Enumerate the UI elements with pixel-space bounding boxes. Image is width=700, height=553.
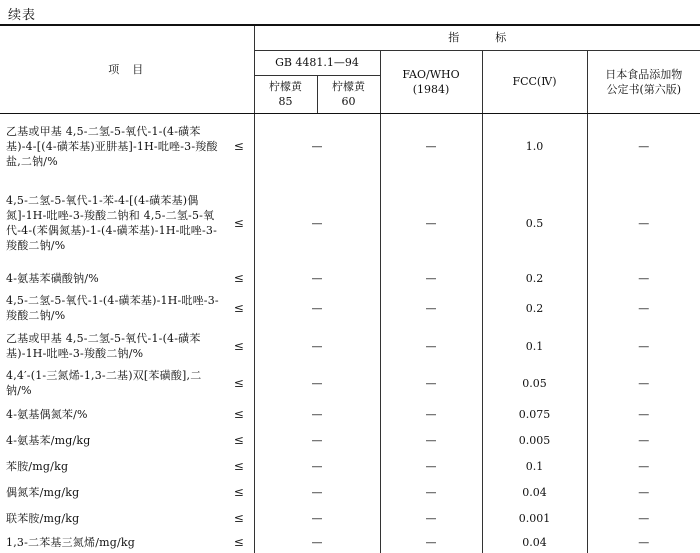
row-fcc-value: 1.0 <box>482 113 587 179</box>
row-fcc-value: 0.1 <box>482 453 587 479</box>
row-gb-85-value: — <box>254 267 380 289</box>
row-item-label: 4-氨基偶氮苯/% <box>6 407 88 421</box>
row-fcc-value: 0.04 <box>482 479 587 505</box>
row-fao-value: — <box>380 327 482 365</box>
row-item-label: 4,4′-(1-三氮烯-1,3-二基)双[苯磺酸],二钠/% <box>6 369 202 397</box>
row-jp-value: — <box>587 289 700 327</box>
row-gb-85-value: — <box>254 479 380 505</box>
row-gb-85-value: — <box>254 327 380 365</box>
spec-body <box>0 113 700 553</box>
row-operator: ≤ <box>233 339 244 353</box>
row-operator: ≤ <box>233 485 244 499</box>
row-fao-value: — <box>380 427 482 453</box>
row-jp-value: — <box>587 267 700 289</box>
header-row-1 <box>0 25 700 50</box>
row-item-label: 1,3-二苯基三氮烯/mg/kg <box>6 535 136 549</box>
row-operator: ≤ <box>233 139 244 154</box>
gb-header: GB 4481.1—94 <box>254 50 380 75</box>
row-gb-85-value: — <box>254 427 380 453</box>
table-row <box>0 113 700 179</box>
row-fcc-value: 0.04 <box>482 531 587 553</box>
row-item-label: 苯胺/mg/kg <box>6 459 69 473</box>
spec-table <box>0 24 700 553</box>
row-gb-85-value: — <box>254 401 380 427</box>
row-jp-value: — <box>587 505 700 531</box>
row-fao-value: — <box>380 401 482 427</box>
row-fcc-value: 0.05 <box>482 365 587 401</box>
row-item-label: 乙基或甲基 4,5-二氢-5-氧代-1-(4-磺苯基)-1H-吡唑-3-羧酸二钠/% <box>6 332 201 360</box>
row-gb-85-value: — <box>254 453 380 479</box>
row-jp-value: — <box>587 427 700 453</box>
row-operator: ≤ <box>233 376 244 390</box>
row-fcc-value: 0.2 <box>482 267 587 289</box>
item-header: 项 目 <box>0 25 254 113</box>
row-gb-85-value: — <box>254 179 380 267</box>
table-row <box>0 531 700 553</box>
row-operator: ≤ <box>233 511 244 525</box>
row-jp-value: — <box>587 365 700 401</box>
row-operator: ≤ <box>233 216 244 230</box>
row-fao-value: — <box>380 365 482 401</box>
row-operator: ≤ <box>233 301 244 315</box>
jp-header: 日本食品添加物 公定书(第六版) <box>587 50 700 113</box>
row-jp-value: — <box>587 453 700 479</box>
table-row <box>0 453 700 479</box>
table-row <box>0 479 700 505</box>
row-item-label: 4-氨基苯/mg/kg <box>6 433 91 447</box>
table-row <box>0 267 700 289</box>
row-operator: ≤ <box>233 407 244 421</box>
fcc-header: FCC(Ⅳ) <box>482 50 587 113</box>
table-row <box>0 427 700 453</box>
table-row <box>0 327 700 365</box>
row-gb-85-value: — <box>254 289 380 327</box>
row-gb-85-value: — <box>254 365 380 401</box>
row-item-label: 4-氨基苯磺酸钠/% <box>6 271 99 285</box>
row-fcc-value: 0.005 <box>482 427 587 453</box>
gb-sub-85-header: 柠檬黄 85 <box>254 75 317 113</box>
gb-sub-60-header: 柠檬黄 60 <box>317 75 380 113</box>
table-row <box>0 401 700 427</box>
row-jp-value: — <box>587 179 700 267</box>
row-item-label: 4,5-二氢-5-氧代-1-(4-磺苯基)-1H-吡唑-3-羧酸二钠/% <box>6 294 219 322</box>
row-fcc-value: 0.5 <box>482 179 587 267</box>
row-jp-value: — <box>587 327 700 365</box>
table-row <box>0 179 700 267</box>
row-gb-85-value: — <box>254 505 380 531</box>
row-fao-value: — <box>380 113 482 179</box>
table-row <box>0 289 700 327</box>
row-gb-85-value: — <box>254 531 380 553</box>
row-fcc-value: 0.075 <box>482 401 587 427</box>
fao-header: FAO/WHO (1984) <box>380 50 482 113</box>
table-row <box>0 365 700 401</box>
row-gb-85-value: — <box>254 113 380 179</box>
row-jp-value: — <box>587 479 700 505</box>
row-fao-value: — <box>380 267 482 289</box>
row-fcc-value: 0.001 <box>482 505 587 531</box>
row-fao-value: — <box>380 531 482 553</box>
row-fao-value: — <box>380 179 482 267</box>
row-jp-value: — <box>587 531 700 553</box>
row-operator: ≤ <box>233 459 244 473</box>
row-fcc-value: 0.1 <box>482 327 587 365</box>
row-jp-value: — <box>587 113 700 179</box>
row-fao-value: — <box>380 505 482 531</box>
row-operator: ≤ <box>233 535 244 549</box>
row-jp-value: — <box>587 401 700 427</box>
table-row <box>0 505 700 531</box>
indicator-header: 指 标 <box>254 25 700 50</box>
row-item-label: 偶氮苯/mg/kg <box>6 485 80 499</box>
continued-caption: 续表 <box>8 8 37 23</box>
row-fao-value: — <box>380 453 482 479</box>
row-fcc-value: 0.2 <box>482 289 587 327</box>
row-item-label: 4,5-二氢-5-氧代-1-苯-4-[(4-磺苯基)偶氮]-1H-吡唑-3-羧酸二钠和 4,5-二氢-5-氧代-4-(苯偶氮基)-1-(4-磺苯基)-1H-吡唑-3-羧酸二钠/% <box>6 194 218 252</box>
row-item-label: 联苯胺/mg/kg <box>6 511 80 525</box>
row-fao-value: — <box>380 479 482 505</box>
row-operator: ≤ <box>233 271 244 285</box>
row-fao-value: — <box>380 289 482 327</box>
row-operator: ≤ <box>233 433 244 447</box>
row-item-label: 乙基或甲基 4,5-二氢-5-氧代-1-(4-磺苯基)-4-[(4-磺苯基)亚肼基]-1H-吡唑-3-羧酸盐,二钠/% <box>6 124 218 168</box>
